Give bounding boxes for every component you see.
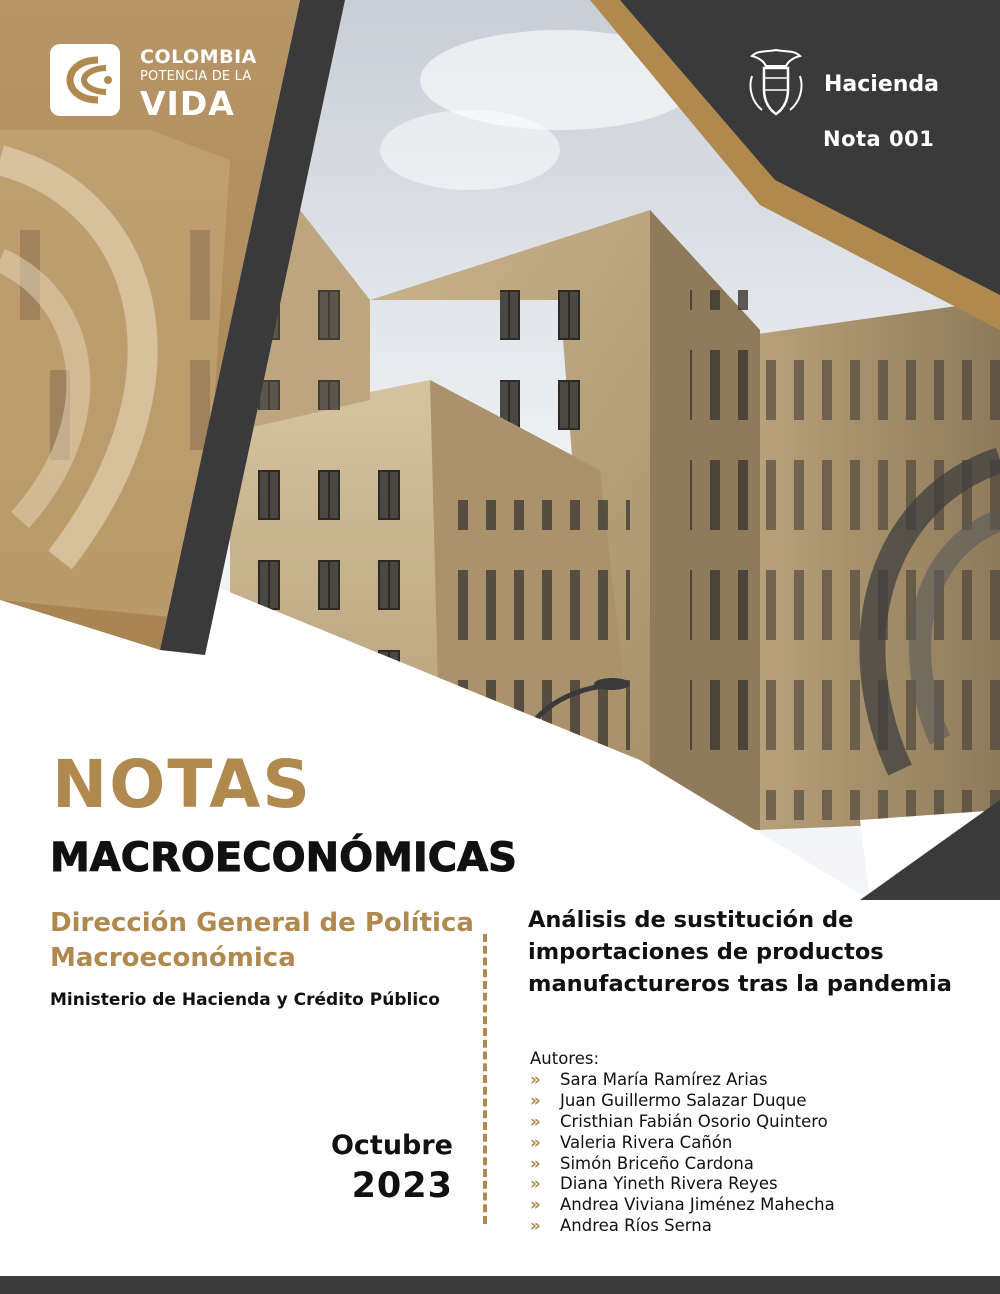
bullet-icon: »	[530, 1153, 541, 1173]
author-item	[530, 1091, 835, 1112]
directorate-name: Dirección General de Política Macroeconómica	[50, 908, 474, 973]
authors-label: Autores:	[530, 1049, 600, 1068]
author-item	[530, 1133, 835, 1154]
brand-line-1: COLOMBIA	[140, 46, 257, 68]
bullet-icon: »	[530, 1174, 541, 1194]
bullet-icon: »	[530, 1216, 541, 1236]
author-name: Andrea Ríos Serna	[560, 1216, 712, 1236]
publication-year: 2023	[351, 1166, 453, 1206]
main-title-line-2: MACROECONÓMICAS	[50, 835, 517, 881]
author-item	[530, 1174, 835, 1195]
ministry-name: Ministerio de Hacienda y Crédito Público	[50, 990, 440, 1010]
bullet-icon: »	[530, 1195, 541, 1215]
author-name: Simón Briceño Cardona	[560, 1153, 754, 1173]
author-item	[530, 1154, 835, 1175]
author-item	[530, 1070, 835, 1091]
publication-month: Octubre	[330, 1130, 453, 1161]
author-item	[530, 1112, 835, 1133]
author-name: Andrea Viviana Jiménez Mahecha	[560, 1195, 835, 1215]
colombia-potencia-de-la-vida-logo	[50, 44, 260, 123]
analysis-title: Análisis de sustitución de importaciones de productos manufactureros tras la pandemia	[528, 907, 952, 997]
colombia-logo-icon	[50, 44, 120, 116]
main-title-line-1: NOTAS	[52, 746, 312, 823]
bullet-icon: »	[530, 1070, 541, 1089]
note-number: Nota 001	[823, 127, 935, 151]
author-name: Juan Guillermo Salazar Duque	[560, 1090, 807, 1110]
bullet-icon: »	[530, 1132, 541, 1152]
brand-line-3: VIDA	[140, 84, 235, 123]
authors-list	[530, 1070, 835, 1237]
author-name: Cristhian Fabián Osorio Quintero	[560, 1111, 828, 1131]
author-item	[530, 1195, 835, 1216]
brand-line-2: POTENCIA DE LA	[140, 69, 252, 84]
bullet-icon: »	[530, 1111, 541, 1131]
ministry-brand-name: Hacienda	[824, 72, 940, 97]
author-name: Diana Yineth Rivera Reyes	[560, 1174, 778, 1194]
bullet-icon: »	[530, 1090, 541, 1110]
footer-bar	[0, 1276, 1000, 1294]
author-item	[530, 1216, 835, 1237]
dashed-divider	[483, 934, 487, 1224]
author-name: Sara María Ramírez Arias	[560, 1070, 768, 1089]
coat-of-arms-icon	[744, 46, 808, 120]
author-name: Valeria Rivera Cañón	[560, 1132, 733, 1152]
